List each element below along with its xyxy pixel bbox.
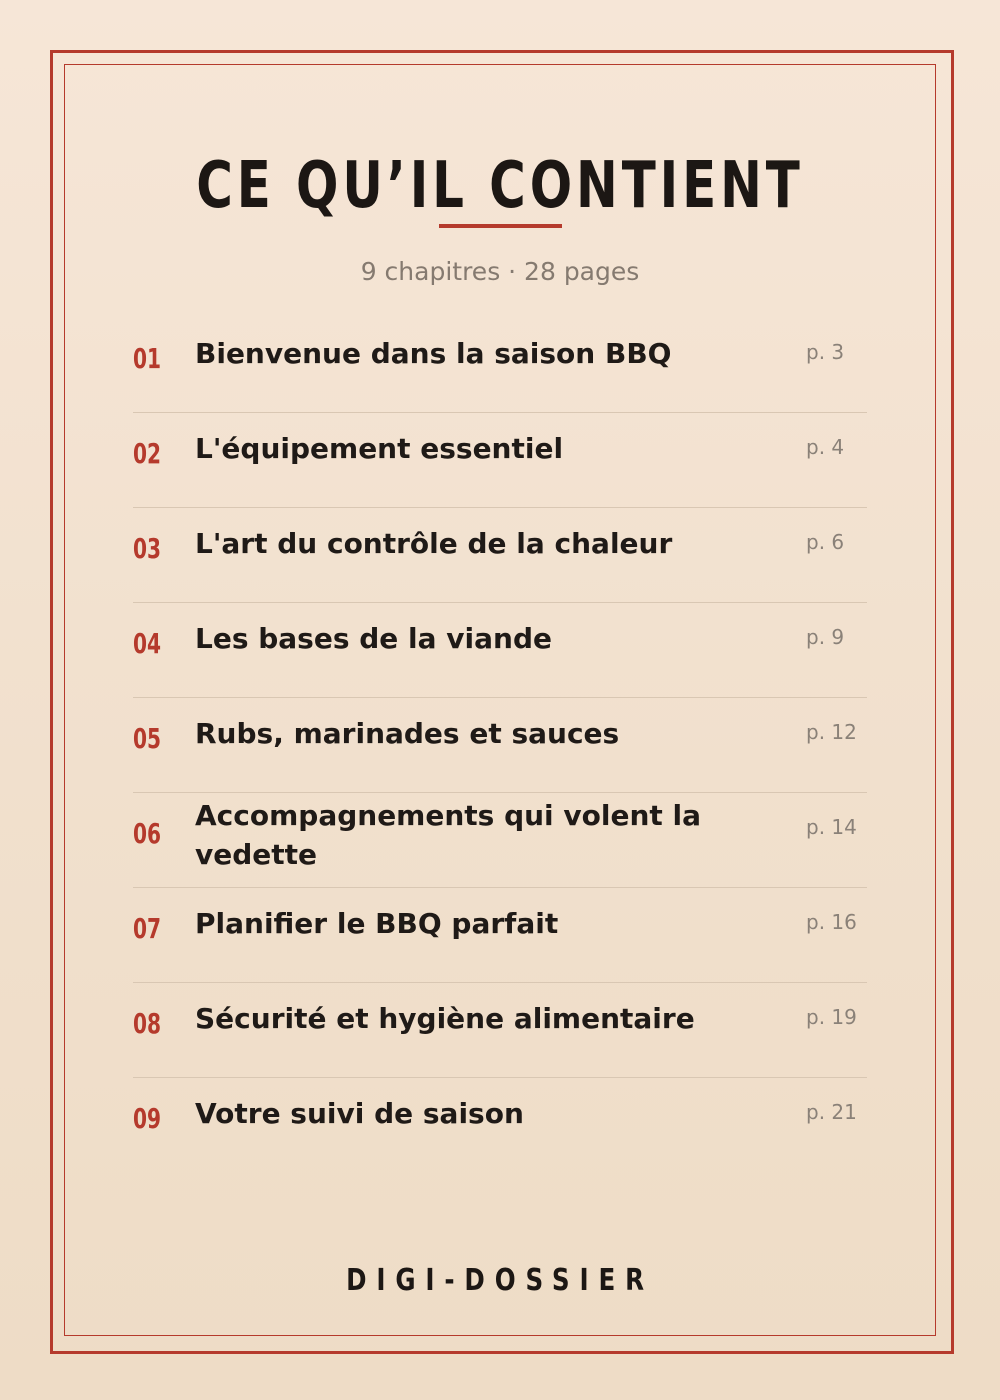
toc-item-page: p. 14 bbox=[806, 815, 857, 839]
toc-item-number: 03 bbox=[133, 532, 162, 565]
toc-item-label-text: Bienvenue dans la saison BBQ bbox=[195, 336, 672, 370]
toc-item-label-text: Accompagnements qui volent la vedette bbox=[195, 799, 702, 871]
toc-item-number: 07 bbox=[133, 912, 162, 945]
toc-item-label-text: Sécurité et hygiène alimentaire bbox=[195, 1001, 695, 1035]
toc-item-page: p. 12 bbox=[806, 720, 857, 744]
toc-item-label bbox=[195, 508, 735, 602]
toc-item-number: 02 bbox=[133, 437, 162, 470]
toc-item-number: 09 bbox=[133, 1102, 162, 1135]
toc-item-label-text: Votre suivi de saison bbox=[195, 1096, 524, 1130]
toc-item-01[interactable] bbox=[133, 318, 867, 413]
toc-item-label-text: Planifier le BBQ parfait bbox=[195, 906, 559, 940]
toc-item-number: 06 bbox=[133, 817, 162, 850]
toc-item-page: p. 19 bbox=[806, 1005, 857, 1029]
toc-item-05[interactable] bbox=[133, 698, 867, 793]
toc-item-label-text: Rubs, marinades et sauces bbox=[195, 716, 620, 750]
page-title: CE QU’IL CONTIENT bbox=[196, 149, 804, 223]
toc-item-07[interactable] bbox=[133, 888, 867, 983]
toc-item-label bbox=[195, 698, 735, 792]
brand-wordmark: DIGI-DOSSIER bbox=[346, 1263, 654, 1298]
toc-item-label bbox=[195, 603, 735, 697]
toc-item-page: p. 9 bbox=[806, 625, 845, 649]
table-of-contents bbox=[133, 318, 867, 1172]
toc-item-number: 01 bbox=[133, 342, 162, 375]
toc-item-label-text: L'équipement essentiel bbox=[195, 431, 564, 465]
toc-item-label-text: Les bases de la viande bbox=[195, 621, 552, 655]
toc-item-label bbox=[195, 413, 735, 507]
title-underline-accent bbox=[439, 224, 562, 228]
toc-item-page: p. 6 bbox=[806, 530, 845, 554]
toc-item-02[interactable] bbox=[133, 413, 867, 508]
toc-item-04[interactable] bbox=[133, 603, 867, 698]
toc-item-03[interactable] bbox=[133, 508, 867, 603]
toc-item-label bbox=[195, 318, 735, 412]
toc-item-page: p. 16 bbox=[806, 910, 857, 934]
toc-item-label bbox=[195, 793, 755, 887]
page-subtitle: 9 chapitres · 28 pages bbox=[360, 257, 640, 286]
toc-item-label bbox=[195, 1078, 735, 1172]
toc-item-label-text: L'art du contrôle de la chaleur bbox=[195, 526, 673, 560]
toc-item-page: p. 3 bbox=[806, 340, 845, 364]
toc-item-number: 04 bbox=[133, 627, 162, 660]
toc-item-08[interactable] bbox=[133, 983, 867, 1078]
toc-item-page: p. 21 bbox=[806, 1100, 857, 1124]
toc-item-label bbox=[195, 983, 735, 1077]
toc-item-page: p. 4 bbox=[806, 435, 845, 459]
toc-item-09[interactable] bbox=[133, 1078, 867, 1172]
toc-item-label bbox=[195, 888, 735, 982]
toc-item-number: 05 bbox=[133, 722, 162, 755]
toc-item-number: 08 bbox=[133, 1007, 162, 1040]
toc-item-06[interactable] bbox=[133, 793, 867, 888]
